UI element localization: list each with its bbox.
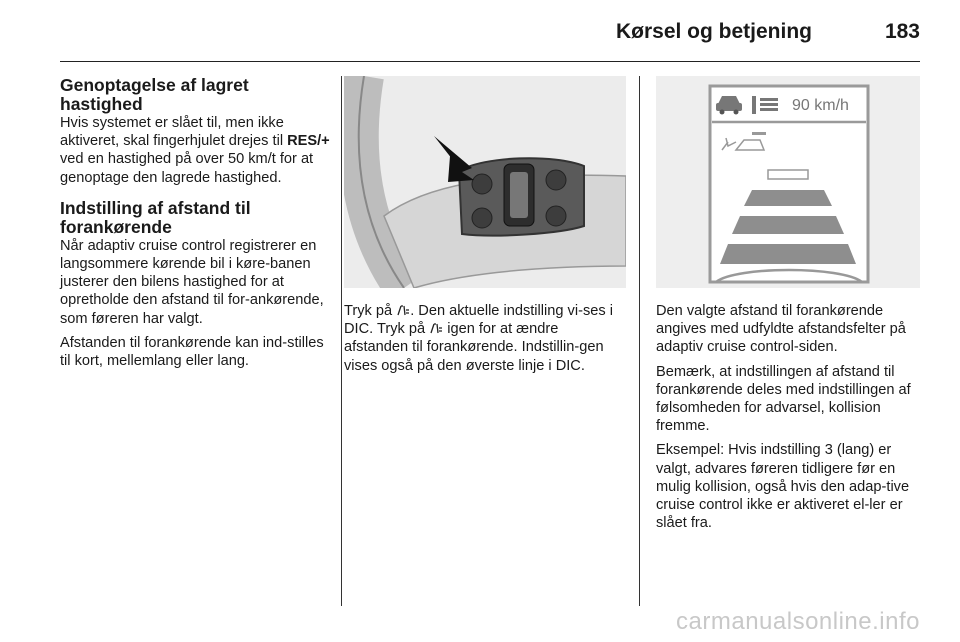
dic-display-illustration xyxy=(656,76,920,288)
dic-display-figure xyxy=(656,76,920,288)
column-right xyxy=(656,302,922,538)
distance-segment-2 xyxy=(732,216,844,234)
distance-setting-icon xyxy=(396,304,410,316)
column-middle xyxy=(344,302,624,381)
column-divider-1 xyxy=(341,76,342,606)
steering-wheel-illustration xyxy=(344,76,626,288)
steering-wheel-figure xyxy=(344,76,626,288)
paragraph-distance-2: Afstanden til forankørende kan ind-stilles til kort, mellemlang eller lang. xyxy=(60,334,324,370)
paragraph-selected-distance: Den valgte afstand til forankørende angives med udfyldte afstandsfelter på adaptiv cruise control-siden. xyxy=(656,303,906,356)
paragraph-resume: Hvis systemet er slået til, men ikke aktiveret, skal fingerhjulet drejes til RES/+ ved en hastighed på over 50 km/t for at genoptage den lagrede hastighed. xyxy=(60,115,330,186)
distance-segment-1 xyxy=(720,244,856,264)
paragraph-distance-1: Når adaptiv cruise control registrerer en langsommere kørende bil i køre-banen justerer den bilens hastighed for at opretholde den afstand til for-ankørende, som føreren har valgt. xyxy=(60,237,324,327)
header-title: Kørsel og betjening xyxy=(615,20,812,43)
page-number: 183 xyxy=(884,20,920,43)
column-divider-2 xyxy=(639,76,640,606)
distance-segment-3 xyxy=(744,190,832,206)
paragraph-press-button: Tryk på . Den aktuelle indstilling vi-ses i DIC. Tryk på igen for at ændre afstanden til forankørende. Indstillin-gen vises også på den øverste linje i DIC. xyxy=(344,303,613,374)
speed-readout: 90 km/h xyxy=(792,97,849,114)
watermark: carmanualsonline.info xyxy=(676,608,920,635)
header-divider xyxy=(60,61,920,62)
paragraph-note: Bemærk, at indstillingen af afstand til forankørende deles med indstillingen af følsomheden for advarsel, kollision fremme. xyxy=(656,363,911,435)
section-heading-resume: Genoptagelse af lagret hastighed xyxy=(60,75,249,114)
distance-setting-icon xyxy=(429,322,443,334)
res-plus-label: RES/+ xyxy=(287,133,330,150)
column-left xyxy=(60,76,332,376)
section-heading-distance: Indstilling af afstand til forankørende xyxy=(60,197,251,237)
paragraph-example: Eksempel: Hvis indstilling 3 (lang) er valgt, advares føreren tidligere før en mulig kollision, også hvis den adap-tive cruise control ikke er aktiveret el-ler er slået fra. xyxy=(656,442,910,532)
